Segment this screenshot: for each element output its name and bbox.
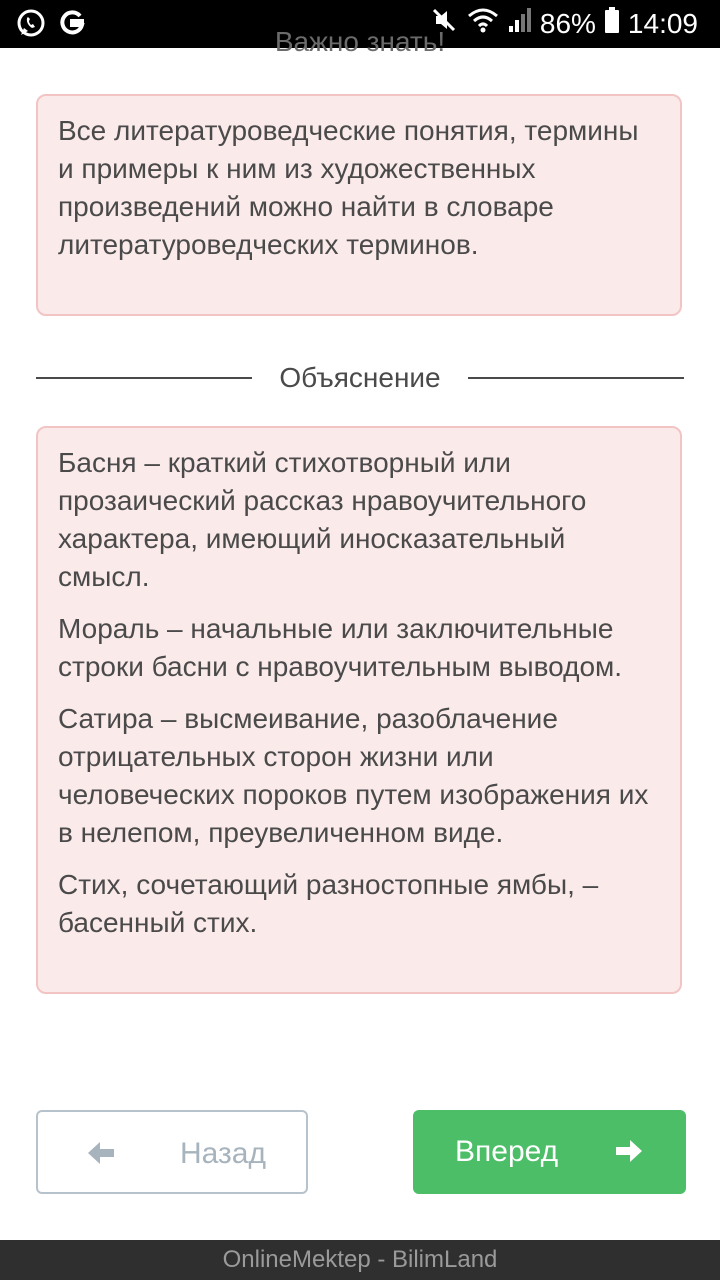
clock: 14:09 [627, 7, 698, 39]
explanation-divider [36, 360, 684, 396]
next-button-label: Вперед [455, 1135, 559, 1168]
explanation-paragraph: Сатира – высмеивание, разоблачение отрицательных сторон жизни или человеческих пороков путем изображения их в нелепом, преувеличенном виде. [58, 703, 649, 848]
next-button[interactable] [413, 1110, 686, 1194]
divider-line-right [468, 377, 684, 379]
important-note-text: Все литературоведческие понятия, термины и примеры к ним из художественных произведений можно найти в словаре литературоведческих терминов. [58, 115, 639, 260]
explanation-paragraph: Мораль – начальные или заключительные строки басни с нравоучительным выводом. [58, 613, 623, 682]
explanation-paragraph: Басня – краткий стихотворный или прозаический рассказ нравоучительного характера, имеющий иносказательный смысл. [58, 447, 587, 592]
arrow-right-icon [614, 1136, 644, 1174]
lesson-content[interactable] [0, 26, 720, 1240]
battery-percent: 86% [539, 7, 596, 39]
section-heading: Важно знать! [274, 26, 446, 57]
explanation-paragraph: Стих, сочетающий разностопные ямбы, – басенный стих. [58, 869, 599, 938]
back-button-label: Назад [180, 1137, 266, 1170]
back-button[interactable] [36, 1110, 308, 1194]
footer-brand: OnlineMektep - BilimLand [0, 1240, 720, 1280]
explanation-card [36, 426, 682, 994]
divider-label: Объяснение [279, 362, 441, 393]
arrow-left-icon [86, 1138, 116, 1176]
important-note-card [36, 94, 682, 316]
